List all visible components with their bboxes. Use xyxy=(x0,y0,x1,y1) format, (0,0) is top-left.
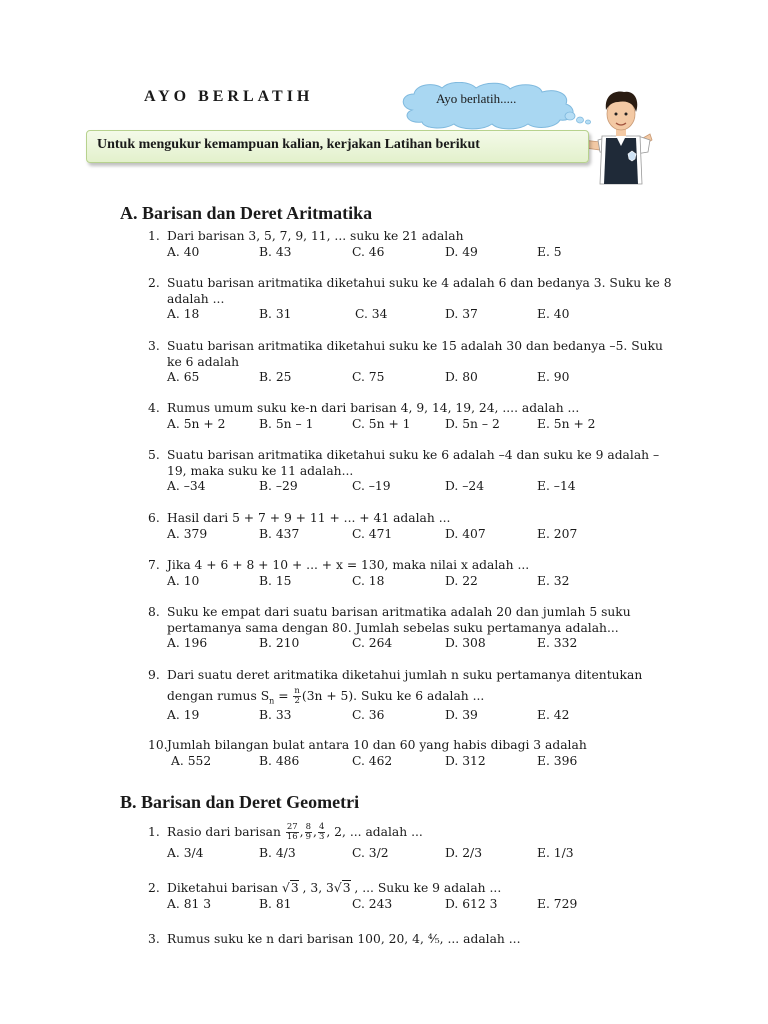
fraction-numerator: 8 xyxy=(305,822,312,832)
option-e: E. 5n + 2 xyxy=(537,416,596,431)
option-b: B. 5n – 1 xyxy=(259,416,314,431)
option-d: D. 407 xyxy=(445,526,486,541)
fraction-3 xyxy=(318,823,325,842)
question-b1 xyxy=(148,818,678,862)
option-d: D. 612 3 xyxy=(445,896,498,911)
option-c: C. 3/2 xyxy=(352,846,389,860)
fraction-denominator: 9 xyxy=(305,832,312,842)
option-b: B. 210 xyxy=(259,636,300,650)
question-text-line2 xyxy=(167,687,678,709)
section-a-heading: A. Barisan dan Deret Aritmatika xyxy=(120,203,373,223)
option-d: D. –24 xyxy=(445,479,485,493)
text-suffix: , ... Suku ke 9 adalah ... xyxy=(350,881,502,895)
option-b: B. –29 xyxy=(259,479,298,493)
option-c: C. 264 xyxy=(352,636,393,650)
page-title: AYO BERLATIH xyxy=(144,88,314,105)
fraction-denominator: 3 xyxy=(318,832,325,842)
formula-subscript: n xyxy=(269,695,275,705)
question-a6 xyxy=(148,511,678,543)
option-c: C. 18 xyxy=(352,573,385,588)
cloud-text: Ayo berlatih..... xyxy=(436,91,517,106)
option-c: C. –19 xyxy=(352,479,391,493)
question-number: 2. xyxy=(148,881,160,895)
option-d: D. 39 xyxy=(445,708,478,723)
option-c: C. 5n + 1 xyxy=(352,416,411,431)
option-e: E. 32 xyxy=(537,573,570,588)
text-suffix: , 2, ... adalah ... xyxy=(326,825,423,839)
instruction-banner: Untuk mengukur kemampuan kalian, kerjakan Latihan berikut xyxy=(86,130,589,163)
option-b: B. 31 xyxy=(259,307,292,321)
section-b-heading: B. Barisan dan Deret Geometri xyxy=(120,792,360,812)
question-number: 2. xyxy=(148,276,160,290)
question-text: Jumlah bilangan bulat antara 10 dan 60 yang habis dibagi 3 adalah xyxy=(167,738,587,752)
option-b: B. 81 xyxy=(259,896,292,911)
option-a: A. 5n + 2 xyxy=(167,416,226,431)
fraction-numerator: 4 xyxy=(318,822,325,832)
question-b3 xyxy=(148,932,678,948)
question-number: 7. xyxy=(148,558,160,572)
question-number: 4. xyxy=(148,401,160,415)
sqrt-radicand: 3 xyxy=(342,881,351,895)
option-d: D. 80 xyxy=(445,370,478,384)
option-e: E. 90 xyxy=(537,370,570,384)
question-text: Suatu barisan aritmatika diketahui suku ke 15 adalah 30 dan bedanya –5. Suku ke 6 adalah xyxy=(167,339,663,369)
option-d: D. 308 xyxy=(445,636,486,650)
fraction-numerator: 27 xyxy=(286,822,298,832)
question-a7 xyxy=(148,558,678,590)
question-text: Rumus suku ke n dari barisan 100, 20, 4, ⁴⁄₅, ... adalah ... xyxy=(167,932,521,946)
option-c: C. 471 xyxy=(352,526,393,541)
question-text: Hasil dari 5 + 7 + 9 + 11 + ... + 41 adalah ... xyxy=(167,511,451,525)
option-e: E. 729 xyxy=(537,896,578,911)
option-d: D. 49 xyxy=(445,244,478,259)
question-text: Rumus umum suku ke-n dari barisan 4, 9, 14, 19, 24, .... adalah ... xyxy=(167,401,580,415)
option-a: A. 10 xyxy=(167,573,200,588)
question-b2 xyxy=(148,881,678,913)
option-a: A. 81 3 xyxy=(167,896,212,911)
question-a3 xyxy=(148,339,678,386)
option-c: C. 462 xyxy=(352,753,393,768)
question-a9 xyxy=(148,668,678,724)
question-text: Suku ke empat dari suatu barisan aritmatika adalah 20 dan jumlah 5 suku pertamanya sama dengan 80. Jumlah sebelas suku pertamanya adalah... xyxy=(167,605,631,635)
option-a: A. 18 xyxy=(167,307,200,321)
option-a: A. 552 xyxy=(171,753,212,768)
question-number: 3. xyxy=(148,339,160,353)
fraction-2 xyxy=(305,823,312,842)
formula-equals: = xyxy=(274,688,293,703)
text-middle: , 3, 3 xyxy=(298,881,334,895)
question-number: 10. xyxy=(148,738,168,752)
question-a2 xyxy=(148,276,678,323)
option-e: E. 42 xyxy=(537,708,570,723)
option-d: D. 5n – 2 xyxy=(445,416,500,431)
question-number: 8. xyxy=(148,605,160,619)
option-c: C. 46 xyxy=(352,244,385,259)
fraction-numerator: n xyxy=(294,685,300,696)
formula-prefix: dengan rumus S xyxy=(167,688,270,703)
option-d: D. 2/3 xyxy=(445,846,483,860)
option-d: D. 37 xyxy=(445,307,478,321)
option-a: A. –34 xyxy=(167,479,206,493)
option-b: B. 43 xyxy=(259,244,292,259)
question-text: Suatu barisan aritmatika diketahui suku ke 4 adalah 6 dan bedanya 3. Suku ke 8 adalah ... xyxy=(167,276,672,306)
fraction-denominator: 2 xyxy=(294,695,300,706)
question-text: Diketahui barisan √3 , 3, 3√3 , ... Suku ke 9 adalah ... xyxy=(167,881,502,895)
question-text: Jika 4 + 6 + 8 + 10 + ... + x = 130, maka nilai x adalah ... xyxy=(167,558,530,572)
option-d: D. 312 xyxy=(445,753,486,768)
option-e: E. 396 xyxy=(537,753,578,768)
text-prefix: Diketahui barisan xyxy=(167,881,282,895)
question-number: 9. xyxy=(148,668,160,682)
question-number: 3. xyxy=(148,932,160,946)
question-a5 xyxy=(148,448,678,495)
option-b: B. 33 xyxy=(259,708,292,723)
question-number: 6. xyxy=(148,511,160,525)
fraction-1 xyxy=(286,823,299,842)
option-c: C. 36 xyxy=(352,708,385,723)
option-a: A. 3/4 xyxy=(167,846,204,860)
question-text: Rasio dari barisan $\frac{27}{16}$ , $\frac{8}{9}$ , $\frac{4}{3}$ , 2, ... adalah ... xyxy=(167,822,423,842)
question-a4 xyxy=(148,401,678,433)
question-text-line1: Dari suatu deret aritmatika diketahui jumlah n suku pertamanya ditentukan xyxy=(167,668,643,682)
question-text: Suatu barisan aritmatika diketahui suku ke 6 adalah –4 dan suku ke 9 adalah –19, maka suku ke 11 adalah... xyxy=(167,448,660,478)
sqrt-radicand: 3 xyxy=(290,881,299,895)
option-a: A. 65 xyxy=(167,370,200,384)
question-number: 5. xyxy=(148,448,160,462)
option-a: A. 40 xyxy=(167,244,200,259)
option-b: B. 4/3 xyxy=(259,846,296,860)
option-e: E. 1/3 xyxy=(537,846,574,860)
fraction-denominator: 16 xyxy=(286,832,298,842)
question-a1 xyxy=(148,229,678,261)
option-c: C. 243 xyxy=(352,896,393,911)
option-c: C. 75 xyxy=(352,370,385,384)
option-b: B. 15 xyxy=(259,573,292,588)
option-e: E. 207 xyxy=(537,526,578,541)
question-text: Dari barisan 3, 5, 7, 9, 11, ... suku ke 21 adalah xyxy=(167,229,464,243)
question-number: 1. xyxy=(148,229,160,243)
option-b: B. 25 xyxy=(259,370,292,384)
question-a8 xyxy=(148,605,678,652)
option-a: A. 196 xyxy=(167,636,208,650)
option-d: D. 22 xyxy=(445,573,478,588)
question-number: 1. xyxy=(148,825,160,839)
text-prefix: Rasio dari barisan xyxy=(167,825,285,839)
option-a: A. 379 xyxy=(167,526,208,541)
formula-suffix: (3n + 5). Suku ke 6 adalah ... xyxy=(301,688,485,703)
question-a10 xyxy=(148,738,678,770)
option-e: E. 332 xyxy=(537,636,578,650)
option-e: E. –14 xyxy=(537,479,576,493)
option-e: E. 5 xyxy=(537,244,562,259)
fraction xyxy=(293,687,300,706)
option-b: B. 486 xyxy=(259,753,300,768)
option-c: C. 34 xyxy=(355,307,388,321)
option-a: A. 19 xyxy=(167,708,200,723)
option-b: B. 437 xyxy=(259,526,300,541)
option-e: E. 40 xyxy=(537,307,570,321)
